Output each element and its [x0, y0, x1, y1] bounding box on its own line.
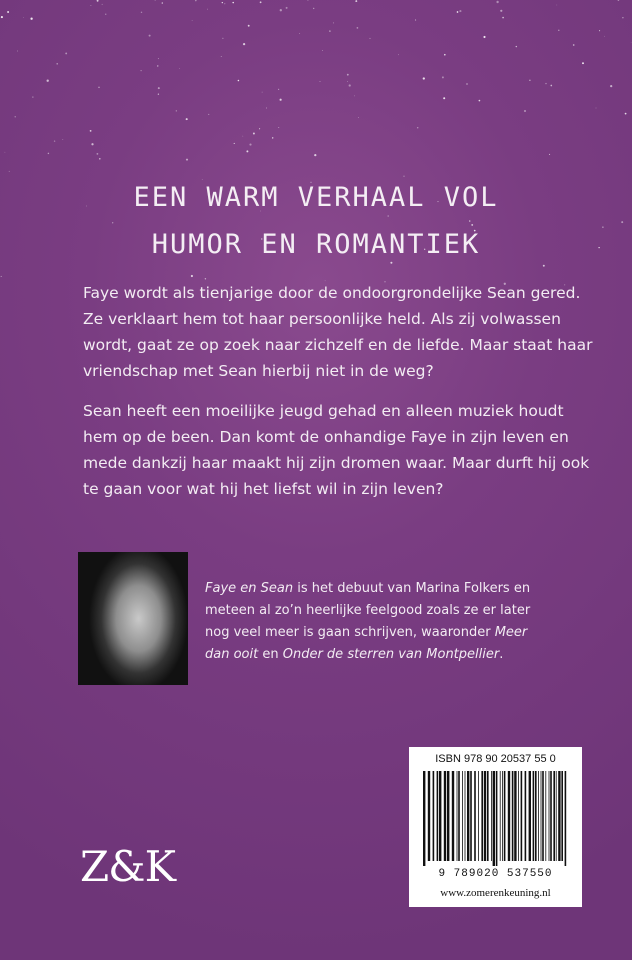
- barcode-bar: [549, 771, 550, 861]
- star: [262, 92, 263, 93]
- star: [415, 19, 416, 20]
- star: [524, 110, 526, 112]
- star: [162, 2, 164, 4]
- headline-line-2: HUMOR EN ROMANTIEK: [151, 229, 481, 261]
- barcode-bar: [525, 771, 527, 861]
- star: [357, 27, 359, 29]
- star: [65, 52, 67, 54]
- star: [102, 4, 103, 5]
- barcode-bar: [474, 771, 476, 861]
- blurb-paragraph-1: [83, 280, 603, 384]
- star: [631, 42, 632, 43]
- barcode-bar: [481, 771, 483, 861]
- star: [260, 1, 262, 3]
- barcode-bar: [504, 771, 506, 861]
- star: [158, 94, 159, 95]
- star: [259, 128, 260, 129]
- blurb-line: te gaan voor wat hij het liefst wil in zijn leven?: [83, 480, 444, 498]
- barcode-bar: [433, 771, 435, 861]
- star: [423, 77, 425, 79]
- barcode-bar: [470, 771, 472, 861]
- star: [179, 68, 180, 69]
- star: [333, 22, 334, 23]
- star: [158, 58, 159, 59]
- star: [222, 38, 223, 39]
- barcode-bar: [529, 771, 531, 861]
- star: [202, 179, 203, 180]
- star: [307, 0, 308, 1]
- star: [329, 30, 331, 32]
- author-photo: [78, 552, 188, 685]
- barcode-bar: [484, 771, 486, 861]
- blurb-line: Ze verklaart hem tot haar persoonlijke held. Als zij volwassen: [83, 310, 561, 328]
- star: [602, 226, 603, 227]
- barcode-bar: [447, 771, 449, 861]
- star: [17, 51, 18, 52]
- star: [278, 89, 279, 90]
- blurb-paragraph-2: [83, 398, 603, 502]
- author-bio-line: meteen al zo’n heerlijke feelgood zoals ze er later: [205, 603, 531, 618]
- barcode-bar: [535, 771, 537, 861]
- star: [355, 0, 357, 2]
- book-title: Meer: [494, 625, 528, 640]
- star: [191, 275, 193, 277]
- author-bio-line: Faye en Sean is het debuut van Marina Folkers en: [205, 581, 531, 596]
- star: [224, 3, 225, 4]
- star: [140, 70, 141, 71]
- star: [1, 276, 2, 277]
- star: [573, 44, 575, 46]
- barcode-bar: [487, 771, 489, 861]
- star: [186, 118, 188, 120]
- star: [398, 54, 399, 55]
- star: [349, 84, 351, 86]
- barcode-bar: [493, 771, 495, 866]
- barcode-bar: [553, 771, 555, 861]
- star: [91, 143, 93, 145]
- star: [112, 222, 113, 223]
- star: [286, 7, 288, 9]
- star: [208, 114, 209, 115]
- barcode-bar: [444, 771, 446, 861]
- star: [556, 5, 557, 6]
- star: [90, 5, 91, 6]
- star: [242, 136, 243, 137]
- star: [278, 127, 279, 128]
- barcode-bar: [465, 771, 466, 861]
- star: [370, 38, 371, 39]
- barcode-bar: [500, 771, 501, 861]
- blurb-line: hem op de been. Dan komt de onhandige Faye in zijn leven en: [83, 428, 569, 446]
- author-bio: [205, 578, 615, 666]
- starfield-decoration: [0, 0, 632, 320]
- star: [550, 85, 552, 87]
- star: [149, 35, 151, 37]
- barcode-bar: [458, 771, 460, 861]
- star: [500, 10, 502, 12]
- star: [195, 0, 197, 1]
- star: [390, 262, 392, 264]
- star: [246, 150, 248, 152]
- star: [47, 80, 49, 82]
- barcode-bar: [462, 771, 463, 861]
- star: [97, 0, 99, 2]
- star: [5, 152, 6, 153]
- barcode-bar: [518, 771, 519, 861]
- star: [457, 11, 459, 13]
- blurb-line: vriendschap met Sean hierbij niet in de weg?: [83, 362, 434, 380]
- star: [417, 127, 418, 128]
- star: [158, 87, 160, 89]
- barcode-bar: [512, 771, 514, 861]
- barcode-bar: [491, 771, 492, 861]
- star: [558, 30, 559, 31]
- barcode-bar: [545, 771, 546, 861]
- star: [466, 83, 467, 84]
- star: [272, 137, 273, 138]
- barcode-bars: [423, 771, 568, 866]
- barcode-bar: [533, 771, 535, 861]
- star: [320, 81, 321, 82]
- star: [15, 116, 16, 117]
- star: [444, 54, 446, 56]
- star: [599, 30, 600, 31]
- barcode-bar: [565, 771, 567, 866]
- star: [582, 62, 584, 64]
- star: [322, 50, 323, 51]
- star: [529, 80, 530, 81]
- star: [502, 17, 504, 19]
- barcode-bar: [437, 771, 439, 861]
- blurb-line: Faye wordt als tienjarige door de ondoorgrondelijke Sean gered.: [83, 284, 581, 302]
- barcode-bar: [452, 771, 454, 861]
- star: [621, 221, 623, 223]
- star: [266, 108, 267, 109]
- star: [403, 176, 404, 177]
- star: [545, 83, 546, 84]
- star: [314, 154, 316, 156]
- star: [248, 25, 250, 27]
- book-title: dan ooit: [205, 647, 259, 662]
- star: [222, 2, 223, 3]
- star: [280, 9, 282, 11]
- star: [176, 110, 177, 111]
- star: [618, 0, 620, 1]
- barcode-bar: [521, 771, 523, 861]
- star: [234, 143, 235, 144]
- star: [1, 16, 3, 18]
- barcode-digits: 9 789020 537550: [438, 868, 553, 880]
- star: [96, 153, 98, 155]
- star: [186, 159, 188, 161]
- book-title: Faye en Sean: [205, 581, 294, 596]
- star: [313, 8, 314, 9]
- publisher-website: www.zomerenkeuning.nl: [440, 887, 551, 899]
- star: [23, 17, 24, 18]
- star: [459, 10, 461, 12]
- barcode-bar: [496, 771, 498, 866]
- barcode-bar: [467, 771, 469, 861]
- star: [358, 117, 359, 118]
- star: [516, 46, 517, 47]
- barcode-bar: [556, 771, 557, 861]
- headline-line-1: EEN WARM VERHAAL VOL: [133, 182, 499, 214]
- blurb-line: Sean heeft een moeilijke jeugd gehad en alleen muziek houdt: [83, 402, 564, 420]
- star: [549, 154, 550, 155]
- star: [98, 87, 99, 88]
- star: [141, 12, 142, 13]
- star: [90, 130, 92, 132]
- star: [610, 85, 612, 87]
- star: [299, 33, 300, 34]
- star: [347, 81, 348, 82]
- star: [442, 76, 444, 78]
- star: [253, 133, 255, 135]
- star: [543, 265, 545, 267]
- star: [443, 97, 445, 99]
- barcode-bar: [478, 771, 479, 861]
- author-bio-line: nog veel meer is gaan schrijven, waaronder Meer: [205, 625, 528, 640]
- star: [207, 9, 208, 10]
- star: [32, 97, 33, 98]
- star: [496, 1, 498, 3]
- barcode-bar: [508, 771, 510, 861]
- star: [232, 2, 233, 3]
- star: [155, 0, 156, 1]
- barcode-bar: [538, 771, 539, 861]
- star: [387, 215, 389, 217]
- star: [625, 113, 627, 115]
- author-bio-line: dan ooit en Onder de sterren van Montpellier.: [205, 647, 504, 662]
- star: [105, 14, 106, 15]
- barcode-panel: [409, 747, 582, 907]
- star: [54, 140, 55, 141]
- star: [622, 17, 623, 18]
- barcode-bar: [439, 771, 441, 861]
- star: [62, 139, 63, 140]
- star: [157, 65, 158, 66]
- barcode-bar: [428, 771, 430, 861]
- barcode-bar: [514, 771, 516, 861]
- star: [479, 100, 481, 102]
- barcode-bar: [541, 771, 542, 861]
- star: [483, 36, 485, 38]
- isbn-label: ISBN 978 90 20537 55 0: [435, 753, 556, 765]
- star: [7, 11, 9, 13]
- star: [471, 224, 473, 226]
- star: [354, 96, 355, 97]
- star: [221, 56, 222, 57]
- barcode-bar: [542, 771, 544, 861]
- star: [48, 153, 50, 155]
- publisher-logo: Z&K: [80, 842, 175, 891]
- star: [280, 99, 282, 101]
- star: [30, 18, 32, 20]
- star: [347, 74, 349, 76]
- star: [238, 80, 240, 82]
- star: [192, 20, 193, 21]
- barcode-bar: [502, 771, 503, 861]
- book-title: Onder de sterren van Montpellier: [282, 647, 500, 662]
- star: [243, 43, 245, 45]
- star: [249, 144, 251, 146]
- star: [469, 220, 471, 222]
- star: [9, 171, 10, 172]
- star: [99, 158, 101, 160]
- barcode-bar: [550, 771, 552, 861]
- blurb-line: mede dankzij haar maakt hij zijn dromen waar. Maar durft hij ook: [83, 454, 590, 472]
- star: [604, 36, 605, 37]
- barcode-bar: [457, 771, 458, 861]
- star: [596, 108, 597, 109]
- barcode-bar: [423, 771, 425, 866]
- blurb-line: wordt, gaat ze op zoek naar zichzelf en de liefde. Maar staat haar: [83, 336, 593, 354]
- barcode-bar: [558, 771, 560, 861]
- barcode-bar: [561, 771, 563, 861]
- star: [56, 63, 58, 65]
